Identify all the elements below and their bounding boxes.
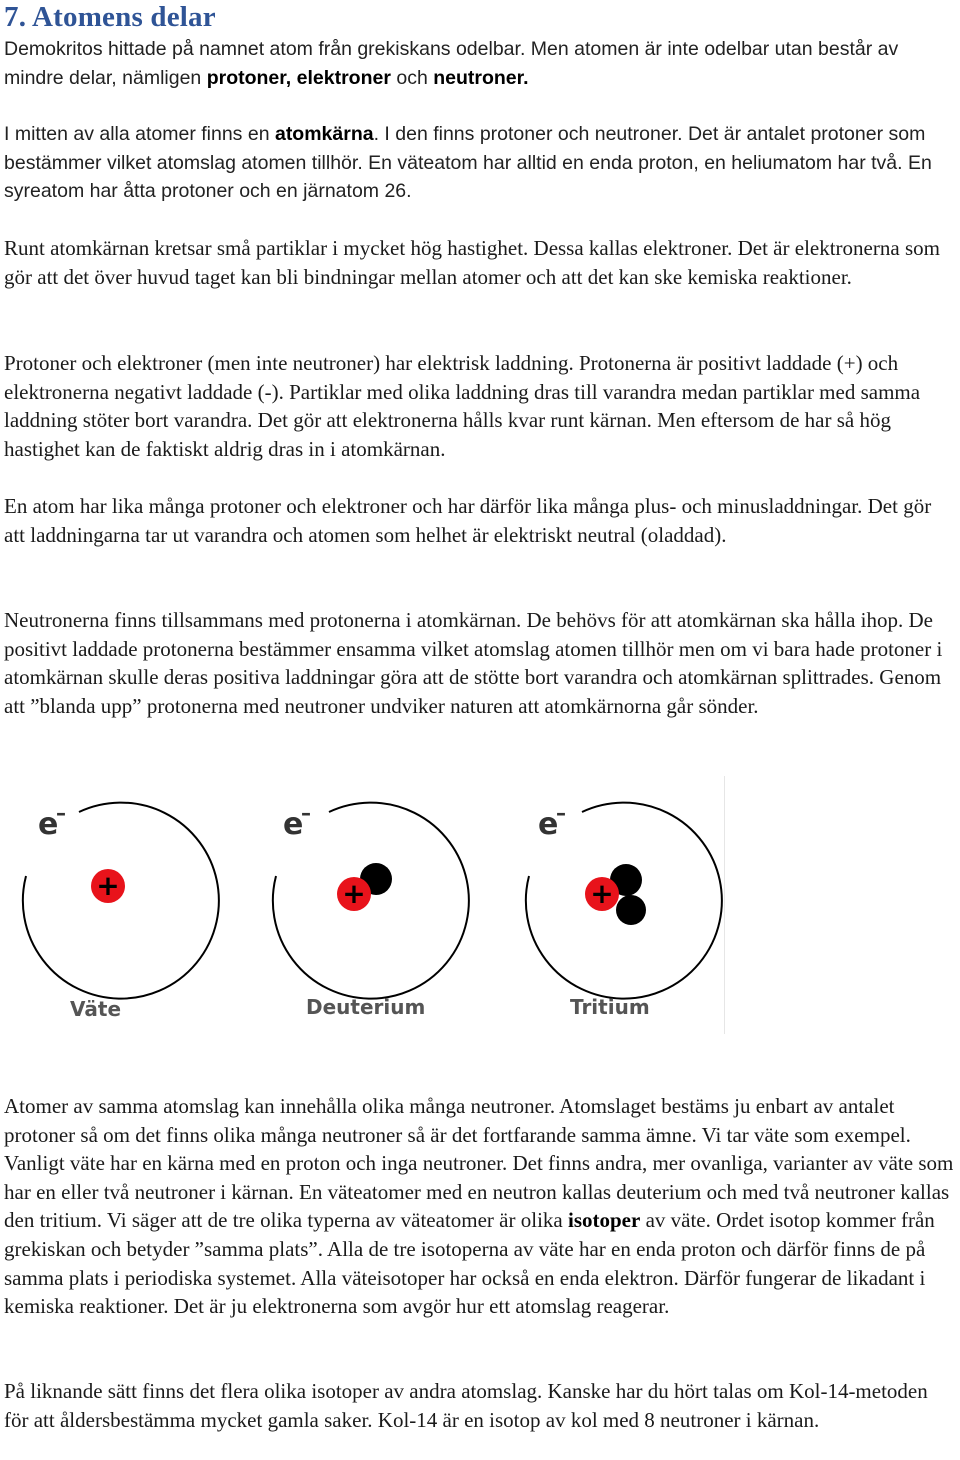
paragraph-neutrons: Neutronerna finns tillsammans med protonerna i atomkärnan. De behövs för att atomkärnan ska hålla ihop. De positivt laddade protonerna bestämmer ensamma vilket atomslag atomen tillhör men om vi bara hade protoner i atomkärnan skulle deras positiva laddningar göra att de stötte bort varandra och atomkärnan splittrades. Genom att ”blanda upp” protonerna med neutroner undviker naturen att atomkärnorna går sönder. bbox=[4, 608, 943, 718]
bold-term: elektroner bbox=[296, 66, 391, 89]
paragraph-charge: Protoner och elektroner (men inte neutroner) har elektrisk laddning. Protonerna är positivt laddade (+) och elektronerna negativt laddade (-). Partiklar med olika laddning dras till varandra medan partiklar med samma laddning stöter bort varandra. Det gör att elektronerna hålls kvar runt kärnan. Men eftersom de har så hög hastighet kan de faktiskt aldrig dras in i atomkärnan. bbox=[4, 351, 921, 461]
text-run: Demokritos hittade på namnet atom från grekiskans odelbar. Men atomen är inte odelbar utan består av mindre delar, nämligen bbox=[4, 38, 899, 89]
electron-label: e bbox=[38, 807, 59, 842]
section-heading: 7. Atomens delar bbox=[4, 1, 216, 33]
bold-term: atomkärna bbox=[274, 123, 374, 145]
proton-sign: + bbox=[590, 877, 614, 910]
paragraph-carbon14: På liknande sätt finns det flera olika isotoper av andra atomslag. Kanske har du hört talas om Kol-14-metoden för att åldersbestämma mycket gamla saker. Kol-14 är en isotop av kol med 8 neutroner i kärnan. bbox=[4, 1379, 928, 1432]
atom-deuterium bbox=[273, 801, 469, 1019]
atom-tritium bbox=[526, 801, 722, 1019]
text-run: . I den finns protoner och neutroner. Det är antalet protoner som bestämmer vilket atomslag atomen tillhör. En väteatom har alltid en enda proton, en heliumatom har två. En syreatom har åtta protoner och en järnatom 26. bbox=[4, 123, 932, 203]
isotope-figure bbox=[4, 776, 725, 1034]
electron-label: e bbox=[283, 807, 304, 842]
bold-term: isotoper bbox=[567, 1208, 641, 1233]
paragraph-neutral: En atom har lika många protoner och elektroner och har därför lika många plus- och minusladdningar. Det gör att laddningarna tar ut varandra och atomen som helhet är elektriskt neutral (oladdad). bbox=[4, 494, 932, 547]
electron-charge: – bbox=[56, 801, 66, 825]
text-run: , bbox=[285, 66, 297, 89]
text-run: Atomer av samma atomslag kan innehålla olika många neutroner. Atomslaget bestäms ju enbart av antalet protoner så om det finns olika många neutroner så är det fortfarande samma ämne. Vi tar väte som exempel. Vanligt väte har en kärna med en proton och inga neutroner. Det finns andra, mer ovanliga, varianter av väte som har en eller två neutroner i kärnan. En väteatomer med en neutron kallas deuterium och med två neutroner kallas den tritium. Vi säger att de tre olika typerna av väteatomer är olika bbox=[4, 1094, 954, 1233]
neutron-icon bbox=[616, 895, 646, 925]
hydrogen-isotopes-illustration bbox=[4, 776, 724, 1034]
electron-label: e bbox=[538, 807, 559, 842]
atom-label: Tritium bbox=[570, 995, 650, 1019]
atom-label: Väte bbox=[70, 997, 122, 1021]
text-run: och bbox=[390, 66, 434, 89]
paragraph-intro bbox=[4, 35, 956, 92]
text-run: av väte. Ordet isotop kommer från grekiskan och betyder ”samma plats”. Alla de tre isotoperna av väte har en enda proton och därför finns de på samma plats i periodiska systemet. Alla väteisotoper har också en enda elektron. Därför fungerar de likadant i kemiska reaktioner. Det är ju elektronerna som avgör hur ett atomslag reagerar. bbox=[4, 1208, 935, 1319]
atom-label: Deuterium bbox=[306, 995, 426, 1019]
text-run: I mitten av alla atomer finns en bbox=[4, 123, 275, 145]
atom-vate bbox=[23, 801, 219, 1021]
bold-term: neutroner bbox=[433, 66, 524, 89]
electron-charge: – bbox=[556, 801, 566, 825]
proton-sign: + bbox=[96, 869, 120, 902]
paragraph-nucleus bbox=[4, 120, 956, 206]
bold-term: protoner bbox=[206, 66, 286, 89]
text-run: . bbox=[523, 66, 529, 89]
paragraph-isotopes bbox=[4, 1092, 956, 1321]
proton-sign: + bbox=[342, 877, 366, 910]
paragraph-electrons: Runt atomkärnan kretsar små partiklar i mycket hög hastighet. Dessa kallas elektroner. Det är elektronerna som gör att det över huvud taget kan bli bindningar mellan atomer och att det kan ske kemiska reaktioner. bbox=[4, 236, 940, 289]
electron-charge: – bbox=[301, 801, 311, 825]
